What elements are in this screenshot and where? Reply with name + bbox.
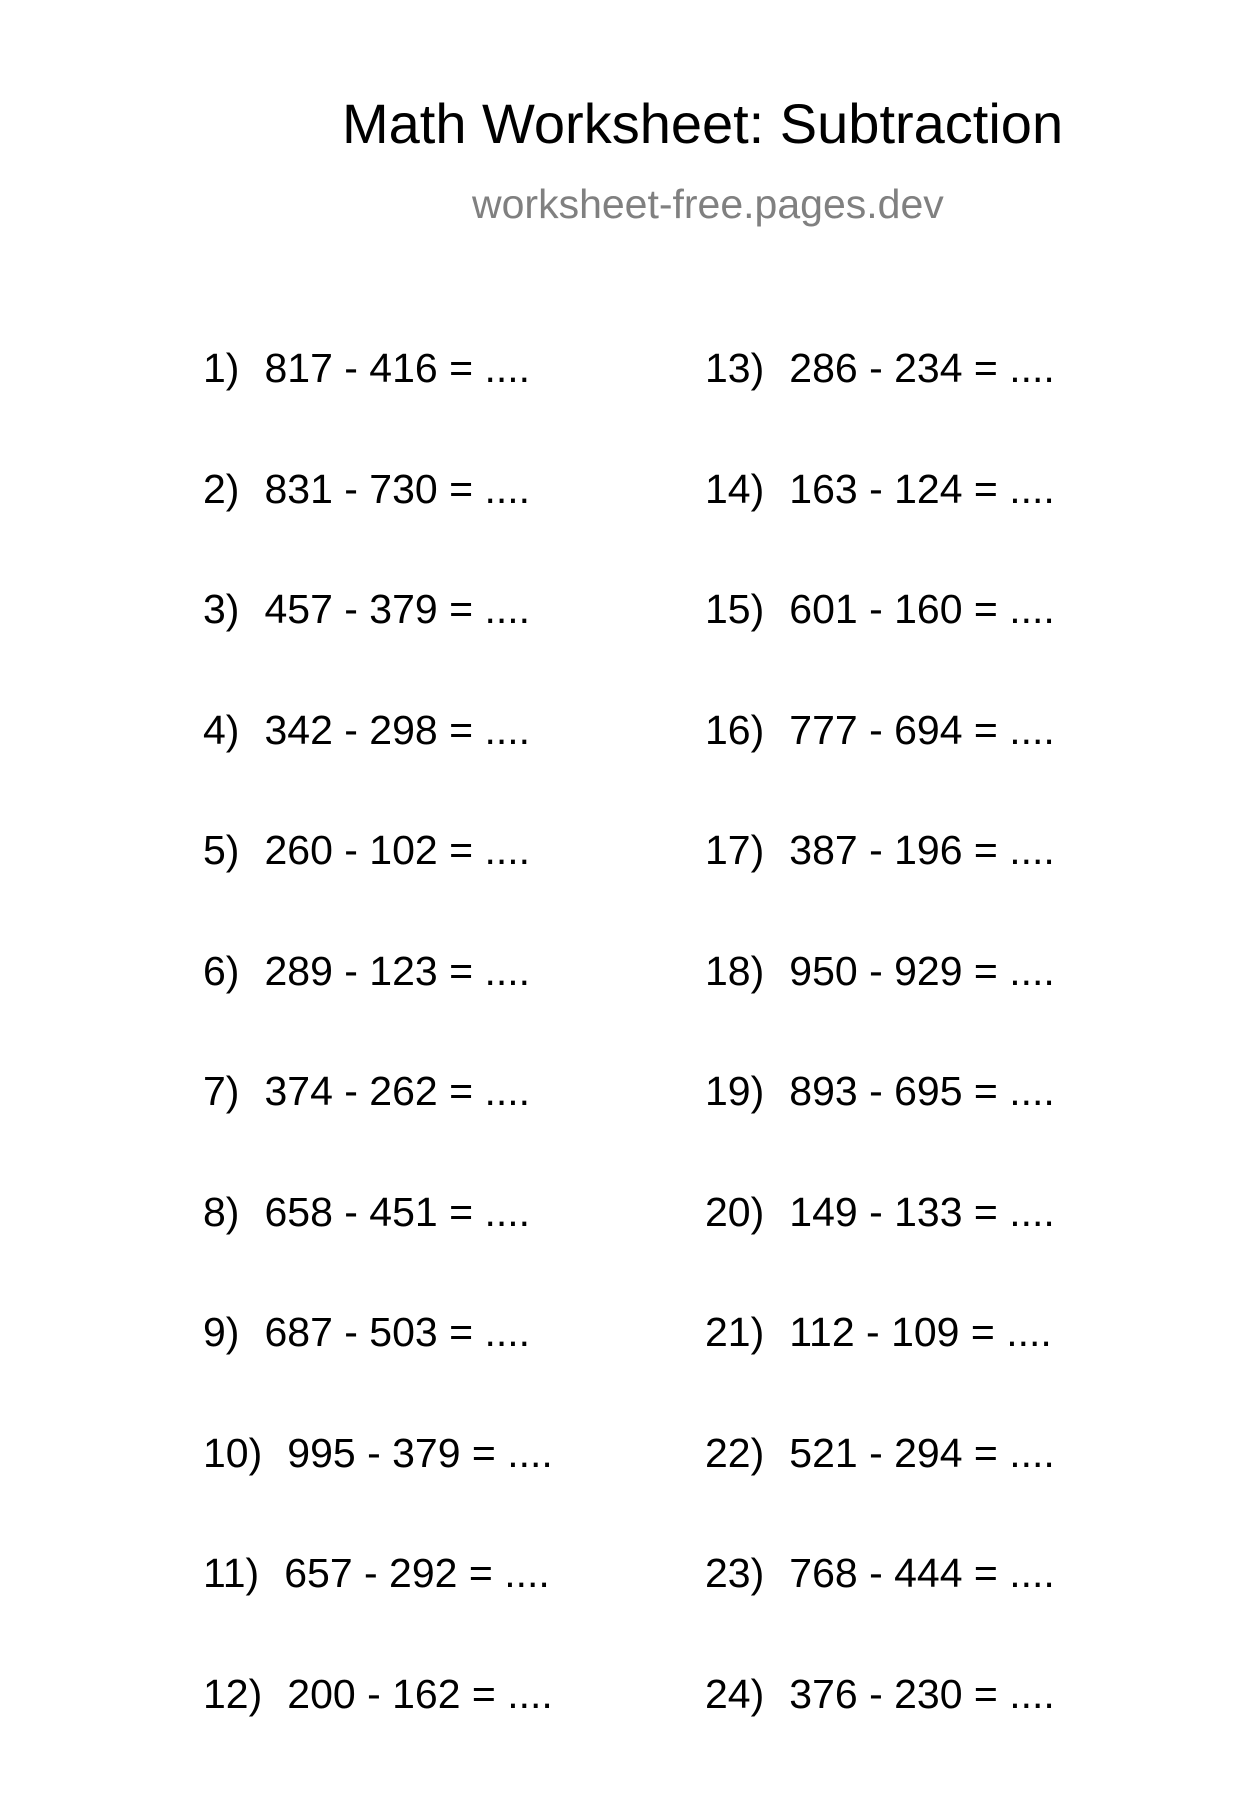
problem-item bbox=[705, 1071, 1165, 1192]
problem-number: 24) bbox=[705, 1674, 764, 1715]
problem-item bbox=[705, 469, 1165, 590]
problem-number: 23) bbox=[705, 1553, 764, 1594]
problem-expression: 950 - 929 = .... bbox=[789, 948, 1055, 994]
problem-item bbox=[705, 951, 1165, 1072]
problem-expression: 457 - 379 = .... bbox=[264, 586, 530, 632]
problem-item bbox=[705, 589, 1165, 710]
problem-expression: 817 - 416 = .... bbox=[264, 345, 530, 391]
problem-number: 19) bbox=[705, 1071, 764, 1112]
problem-number: 2) bbox=[203, 469, 239, 510]
problem-item bbox=[203, 469, 663, 590]
worksheet-source-url: worksheet-free.pages.dev bbox=[472, 184, 944, 225]
problem-number: 21) bbox=[705, 1312, 764, 1353]
problem-expression: 163 - 124 = .... bbox=[789, 466, 1055, 512]
problem-expression: 374 - 262 = .... bbox=[264, 1068, 530, 1114]
problem-item bbox=[203, 1192, 663, 1313]
problem-number: 4) bbox=[203, 710, 239, 751]
problems-right-column bbox=[705, 348, 1165, 1794]
problem-number: 6) bbox=[203, 951, 239, 992]
problem-expression: 768 - 444 = .... bbox=[789, 1550, 1055, 1596]
problem-expression: 387 - 196 = .... bbox=[789, 827, 1055, 873]
problem-number: 10) bbox=[203, 1433, 262, 1474]
problem-number: 8) bbox=[203, 1192, 239, 1233]
problem-item bbox=[705, 1433, 1165, 1554]
problem-number: 17) bbox=[705, 830, 764, 871]
problem-number: 3) bbox=[203, 589, 239, 630]
problem-expression: 995 - 379 = .... bbox=[287, 1430, 553, 1476]
problem-number: 22) bbox=[705, 1433, 764, 1474]
problem-item bbox=[203, 1553, 663, 1674]
problem-item bbox=[203, 1433, 663, 1554]
problem-number: 15) bbox=[705, 589, 764, 630]
problem-expression: 831 - 730 = .... bbox=[264, 466, 530, 512]
problem-expression: 658 - 451 = .... bbox=[264, 1189, 530, 1235]
problem-item bbox=[203, 589, 663, 710]
problem-expression: 112 - 109 = .... bbox=[789, 1309, 1052, 1355]
problem-item bbox=[203, 1312, 663, 1433]
problem-number: 18) bbox=[705, 951, 764, 992]
problem-item bbox=[705, 1553, 1165, 1674]
problems-left-column bbox=[203, 348, 663, 1794]
problem-item bbox=[203, 951, 663, 1072]
problem-number: 11) bbox=[203, 1553, 259, 1594]
problem-expression: 149 - 133 = .... bbox=[789, 1189, 1055, 1235]
problem-expression: 657 - 292 = .... bbox=[284, 1550, 550, 1596]
problem-number: 7) bbox=[203, 1071, 239, 1112]
problem-item bbox=[203, 348, 663, 469]
problem-expression: 687 - 503 = .... bbox=[264, 1309, 530, 1355]
problem-number: 1) bbox=[203, 348, 239, 389]
problem-number: 9) bbox=[203, 1312, 239, 1353]
problem-item bbox=[203, 1674, 663, 1794]
problem-expression: 521 - 294 = .... bbox=[789, 1430, 1055, 1476]
problem-item bbox=[705, 348, 1165, 469]
problem-number: 12) bbox=[203, 1674, 262, 1715]
problem-expression: 893 - 695 = .... bbox=[789, 1068, 1055, 1114]
problem-item bbox=[705, 830, 1165, 951]
problem-number: 5) bbox=[203, 830, 239, 871]
problem-expression: 601 - 160 = .... bbox=[789, 586, 1055, 632]
problem-number: 13) bbox=[705, 348, 764, 389]
problem-expression: 200 - 162 = .... bbox=[287, 1671, 553, 1717]
problem-number: 16) bbox=[705, 710, 764, 751]
problem-item bbox=[705, 710, 1165, 831]
problem-expression: 342 - 298 = .... bbox=[264, 707, 530, 753]
worksheet-title: Math Worksheet: Subtraction bbox=[342, 96, 1063, 152]
problem-expression: 260 - 102 = .... bbox=[264, 827, 530, 873]
problem-item bbox=[705, 1674, 1165, 1794]
problem-item bbox=[203, 1071, 663, 1192]
problem-number: 14) bbox=[705, 469, 764, 510]
problem-expression: 289 - 123 = .... bbox=[264, 948, 530, 994]
problem-item bbox=[203, 830, 663, 951]
problem-number: 20) bbox=[705, 1192, 764, 1233]
problem-expression: 777 - 694 = .... bbox=[789, 707, 1055, 753]
problem-expression: 376 - 230 = .... bbox=[789, 1671, 1055, 1717]
problem-item bbox=[705, 1192, 1165, 1313]
problem-item bbox=[705, 1312, 1165, 1433]
problem-item bbox=[203, 710, 663, 831]
problem-expression: 286 - 234 = .... bbox=[789, 345, 1055, 391]
